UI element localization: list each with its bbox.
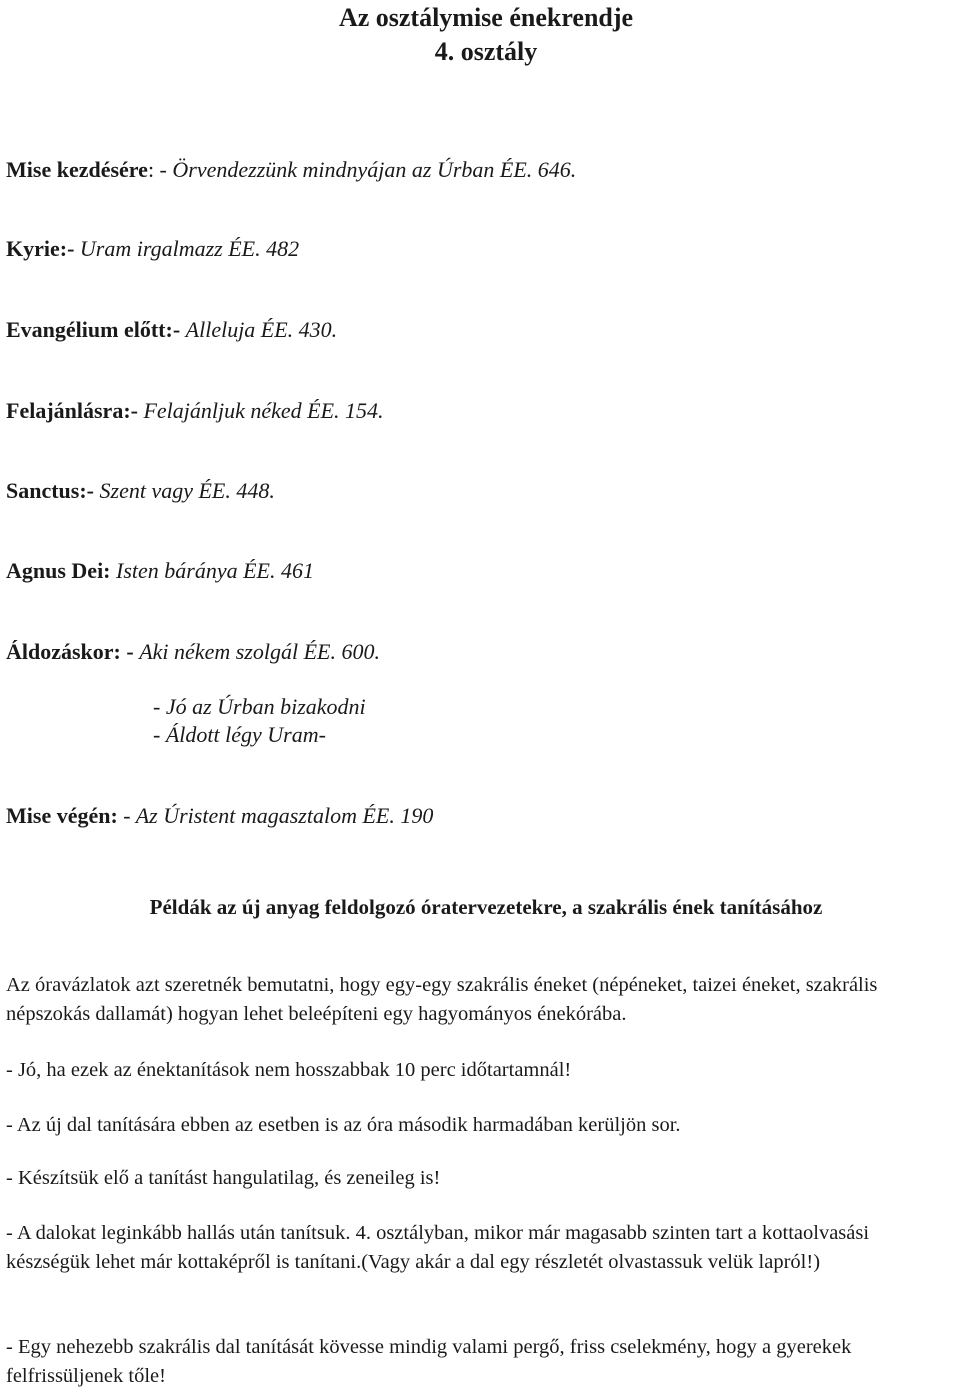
order-label: Mise kezdésére xyxy=(6,157,148,182)
order-item-gospel xyxy=(6,316,337,344)
order-item-offertory xyxy=(6,397,384,425)
order-item-sanctus xyxy=(6,477,275,505)
order-label: Sanctus:- xyxy=(6,478,100,503)
paragraph: Az óravázlatok azt szeretnék bemutatni, hogy egy-egy szakrális éneket (népéneket, taizei éneket, szakrális népszokás dallamát) hogyan lehet beleépíteni egy hagyományos énekórába. xyxy=(6,974,878,1025)
order-label: Felajánlásra:- xyxy=(6,398,144,423)
order-song: Isten báránya ÉE. 461 xyxy=(116,558,314,583)
order-item-communion xyxy=(6,638,380,666)
paragraph: - Az új dal tanítására ebben az esetben is az óra második harmadában kerüljön sor. xyxy=(6,1114,681,1136)
order-song: Az Úristent magasztalom ÉE. 190 xyxy=(135,803,434,828)
order-label: Mise végén: xyxy=(6,803,124,828)
order-song: Felajánljuk néked ÉE. 154. xyxy=(143,398,384,423)
communion-extra-song: - Áldott légy Uram- xyxy=(153,722,326,747)
document-title: Az osztálymise énekrendje xyxy=(338,3,634,32)
paragraph: - Jó, ha ezek az énektanítások nem hosszabbak 10 perc időtartamnál! xyxy=(6,1059,572,1081)
order-song: Uram irgalmazz ÉE. 482 xyxy=(79,236,300,261)
order-item-kyrie xyxy=(6,235,299,263)
order-item-agnus-dei xyxy=(6,557,314,585)
order-item-closing xyxy=(6,802,433,830)
order-song: Aki nékem szolgál ÉE. 600. xyxy=(139,639,380,664)
order-separator: : - xyxy=(147,157,173,182)
order-label: Evangélium előtt:- xyxy=(6,317,186,342)
order-label: Kyrie:- xyxy=(6,236,80,261)
order-label: Áldozáskor: - xyxy=(6,639,140,664)
order-song: Örvendezzünk mindnyájan az Úrban ÉE. 646. xyxy=(172,157,577,182)
paragraph: - Egy nehezebb szakrális dal tanítását kövesse mindig valami pergő, friss cselekmény, hogy a gyerekek felfrissüljenek tőle! xyxy=(6,1336,852,1387)
order-separator: - xyxy=(123,803,136,828)
order-song: Szent vagy ÉE. 448. xyxy=(99,478,275,503)
order-song: Alleluja ÉE. 430. xyxy=(185,317,338,342)
order-label: Agnus Dei: xyxy=(6,558,117,583)
section-heading: Példák az új anyag feldolgozó óratervezetekre, a szakrális ének tanításához xyxy=(149,895,823,919)
paragraph: - Készítsük elő a tanítást hangulatilag, és zeneileg is! xyxy=(6,1167,441,1189)
order-item-entrance xyxy=(6,156,576,184)
paragraph: - A dalokat leginkább hallás után tanítsuk. 4. osztályban, mikor már magasabb szinten tart a kottaolvasási készségük lehet már kottaképről is tanítani.(Vagy akár a dal egy részletét olvastassuk velük lapról!) xyxy=(6,1222,870,1273)
communion-extra-song: - Jó az Úrban bizakodni xyxy=(153,694,366,719)
document-subtitle: 4. osztály xyxy=(434,37,538,66)
